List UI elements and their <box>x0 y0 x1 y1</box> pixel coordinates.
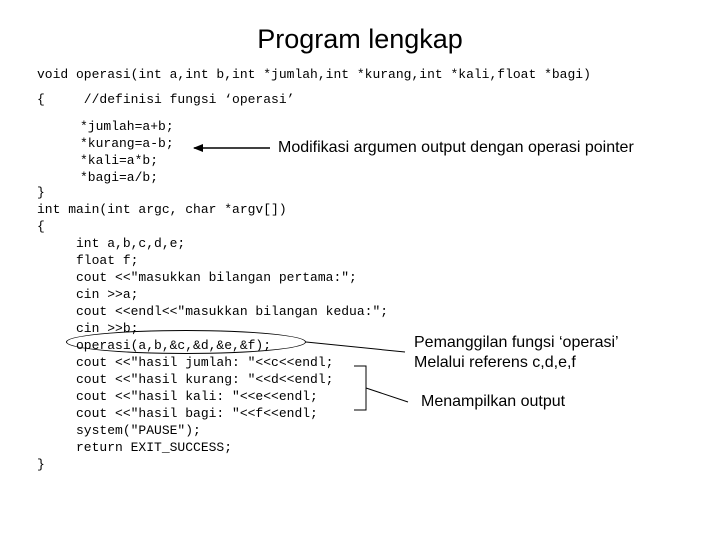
code-line: system("PAUSE"); <box>37 423 201 438</box>
code-line: cout <<endl<<"masukkan bilangan kedua:"; <box>37 304 389 319</box>
code-line: *bagi=a/b; <box>80 170 159 185</box>
slide-title: Program lengkap <box>257 24 463 54</box>
code-line: } <box>37 185 45 200</box>
code-line: cin >>b; <box>37 321 139 336</box>
code-line: void operasi(int a,int b,int *jumlah,int *kurang,int *kali,float *bagi) <box>37 67 591 82</box>
code-line: cout <<"hasil kurang: "<<d<<endl; <box>37 372 334 387</box>
code-line: int a,b,c,d,e; <box>37 236 186 251</box>
pointer-annotation: Modifikasi argumen output dengan operasi pointer <box>278 139 634 156</box>
code-line: cout <<"hasil bagi: "<<f<<endl; <box>37 406 318 421</box>
code-line: operasi(a,b,&c,&d,&e,&f); <box>37 338 272 353</box>
code-line: { <box>37 219 45 234</box>
function-call-annotation-line2: Melalui referens c,d,e,f <box>414 354 576 371</box>
function-call-connector <box>306 342 405 352</box>
output-annotation: Menampilkan output <box>421 393 566 410</box>
code-line: float f; <box>37 253 139 268</box>
code-line: } <box>37 457 45 472</box>
code-line: { //definisi fungsi ‘operasi’ <box>37 92 295 107</box>
function-call-annotation-line1: Pemanggilan fungsi ‘operasi’ <box>414 334 619 351</box>
code-line: int main(int argc, char *argv[]) <box>37 202 287 217</box>
code-line: *jumlah=a+b; <box>80 119 174 134</box>
code-line: cout <<"hasil jumlah: "<<c<<endl; <box>37 355 334 370</box>
code-line: cout <<"hasil kali: "<<e<<endl; <box>37 389 318 404</box>
output-bracket <box>354 366 366 410</box>
code-line: cin >>a; <box>37 287 139 302</box>
code-line: *kali=a*b; <box>80 153 159 168</box>
output-connector <box>366 388 408 402</box>
code-line: cout <<"masukkan bilangan pertama:"; <box>37 270 357 285</box>
code-line: return EXIT_SUCCESS; <box>37 440 233 455</box>
code-line: *kurang=a-b; <box>80 136 174 151</box>
